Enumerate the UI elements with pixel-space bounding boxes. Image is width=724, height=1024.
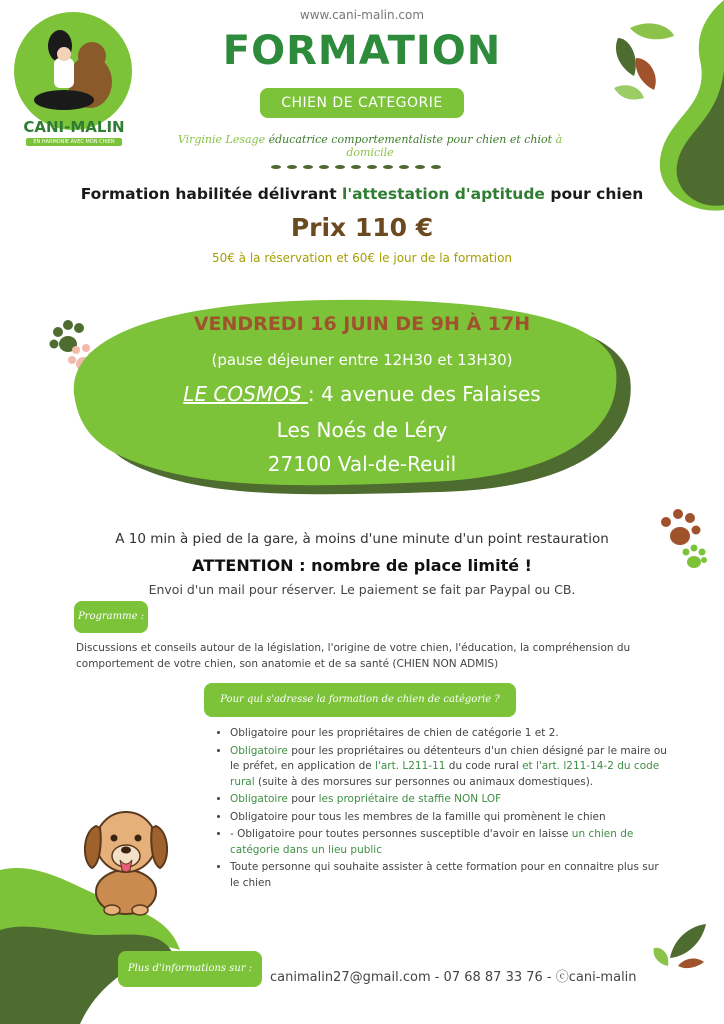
dog-illustration-icon bbox=[78, 798, 174, 916]
social-icon: ⓒ bbox=[555, 970, 569, 985]
audience-list bbox=[216, 726, 670, 893]
list-item: • Obligatoire pour tous les membres de la famille qui promènent le chien bbox=[230, 810, 670, 826]
venue-name: LE COSMOS bbox=[183, 382, 308, 406]
event-address-line1 bbox=[0, 382, 724, 406]
event-address-line2: Les Noés de Léry bbox=[276, 418, 448, 442]
event-address-line3: 27100 Val-de-Reuil bbox=[267, 452, 457, 476]
habilitation-line bbox=[0, 185, 724, 203]
contact-line bbox=[270, 966, 670, 985]
social-handle[interactable]: cani-malin bbox=[568, 970, 637, 985]
category-pill: CHIEN DE CATEGORIE bbox=[260, 88, 464, 118]
programme-text: Discussions et conseils autour de la législation, l'origine de votre chien, l'éducation, la compréhension du comportement de votre chien, son anatomie et de sa santé (CHIEN NON ADMIS) bbox=[76, 642, 631, 670]
audience-label: Pour qui s'adresse la formation de chien de catégorie ? bbox=[204, 683, 516, 717]
contact-details[interactable]: canimalin27@gmail.com - 07 68 87 33 76 - bbox=[270, 970, 556, 985]
more-info-label: Plus d'informations sur : bbox=[118, 951, 262, 987]
logo-brand: CANI-MALIN bbox=[23, 118, 125, 136]
leaves-bottom-right-icon bbox=[650, 918, 710, 970]
trainer-line bbox=[160, 133, 580, 159]
deposit-info: 50€ à la réservation et 60€ le jour de la formation bbox=[211, 251, 513, 265]
list-item: • - Obligatoire pour toutes personnes susceptible d'avoir en laisse un chien de catégorie dans un lieu public bbox=[230, 827, 670, 858]
attention-notice: ATTENTION : nombre de place limité ! bbox=[192, 556, 532, 575]
habil-suffix: pour chien bbox=[544, 185, 644, 203]
location-note: A 10 min à pied de la gare, à moins d'une minute d'un point restauration bbox=[115, 531, 609, 547]
list-item: • Obligatoire pour les propriétaires de chien de catégorie 1 et 2. bbox=[230, 726, 670, 742]
habil-highlight: l'attestation d'aptitude bbox=[342, 185, 545, 203]
page-title: FORMATION bbox=[222, 28, 502, 74]
trainer-home: à domicile bbox=[346, 133, 563, 159]
dashed-divider bbox=[270, 164, 450, 170]
list-item: • Obligatoire pour les propriétaires ou détenteurs d'un chien désigné par le maire ou le préfet, en application de l'art. L211-11 du code rural et l'art. l211-14-2 du code rural (suite à des morsures sur personnes ou animaux domestiques). bbox=[230, 744, 670, 791]
list-item: • Obligatoire pour les propriétaire de staffie NON LOF bbox=[230, 792, 670, 808]
price: Prix 110 € bbox=[290, 213, 434, 242]
trainer-name: Virginie Lesage bbox=[177, 133, 266, 146]
list-item: • Toute personne qui souhaite assister à cette formation pour en connaitre plus sur le chien bbox=[230, 860, 670, 891]
trainer-role: éducatrice comportementaliste pour chien et chiot bbox=[268, 133, 553, 146]
booking-note: Envoi d'un mail pour réserver. Le paiement se fait par Paypal ou CB. bbox=[148, 582, 576, 597]
logo-tagline: EN HARMONIE AVEC MON CHIEN bbox=[26, 138, 122, 146]
event-date: VENDREDI 16 JUIN DE 9H À 17H bbox=[193, 313, 531, 335]
event-pause: (pause déjeuner entre 12H30 et 13H30) bbox=[211, 351, 513, 369]
habil-prefix: Formation habilitée délivrant bbox=[80, 185, 343, 203]
website-url[interactable]: www.cani-malin.com bbox=[299, 8, 425, 22]
programme-label: Programme : bbox=[74, 601, 148, 633]
address-street: : 4 avenue des Falaises bbox=[307, 382, 541, 406]
